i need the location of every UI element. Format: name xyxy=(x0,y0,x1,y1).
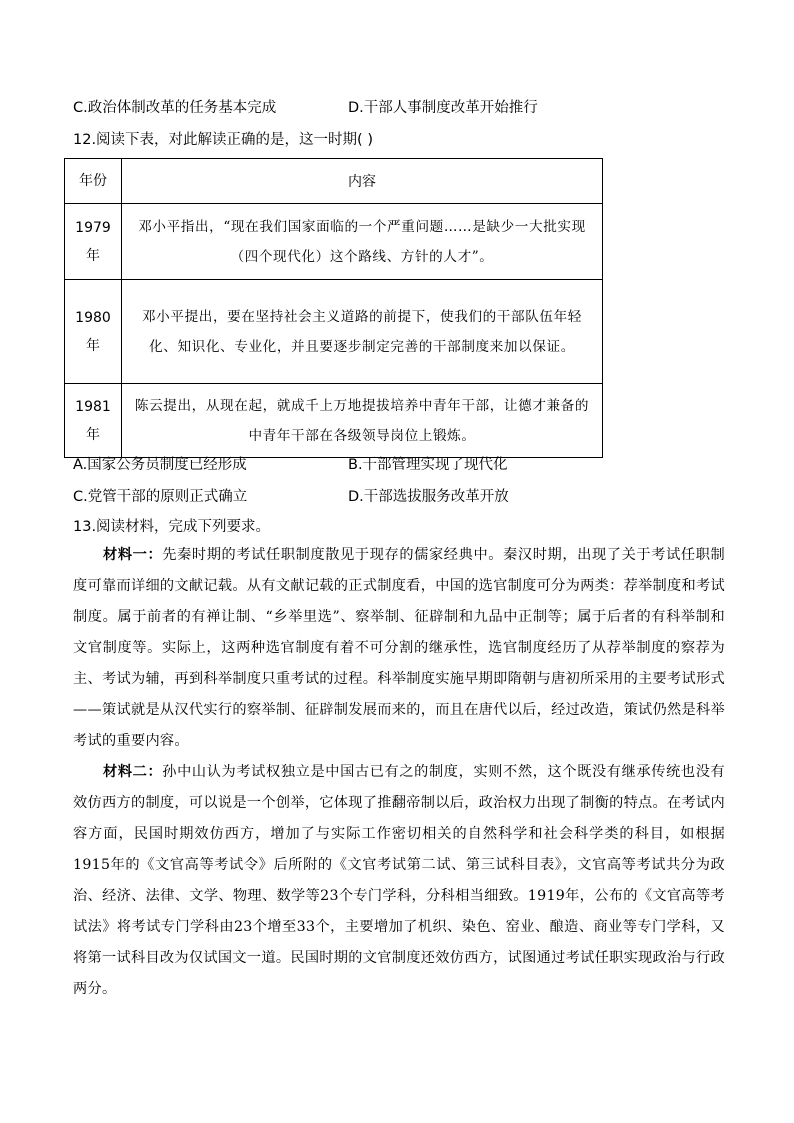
year-number: 1979 xyxy=(75,219,111,236)
year-number: 1980 xyxy=(75,309,111,326)
q13-stem: 13.阅读材料，完成下列要求。 xyxy=(73,519,271,535)
q12-option-d: D.干部选拔服务改革开放 xyxy=(348,489,509,505)
material-1 xyxy=(73,540,725,757)
header-content: 内容 xyxy=(122,159,603,204)
table-row xyxy=(65,204,603,280)
material-1-label: 材料一： xyxy=(103,547,163,563)
material-2 xyxy=(73,757,725,1005)
table-row xyxy=(65,280,603,384)
q12-stem: 12.阅读下表，对此解读正确的是，这一时期( ) xyxy=(73,132,373,148)
header-year: 年份 xyxy=(65,159,122,204)
year-unit: 年 xyxy=(86,426,100,443)
year-unit: 年 xyxy=(86,247,100,264)
table-header-row xyxy=(65,159,603,204)
row-content: 邓小平提出，要在坚持社会主义道路的前提下，使我们的干部队伍年轻化、知识化、专业化，并且要逐步制定完善的干部制度来加以保证。 xyxy=(122,280,603,384)
row-content: 邓小平指出，“现在我们国家面临的一个严重问题……是缺少一大批实现（四个现代化）这个路线、方针的人才”。 xyxy=(122,204,603,280)
material-2-text: 孙中山认为考试权独立是中国古已有之的制度，实则不然，这个既没有继承传统也没有效仿西方的制度，可以说是一个创举，它体现了推翻帝制以后，政治权力出现了制衡的特点。在考试内容方面，民国时期效仿西方，增加了与实际工作密切相关的自然科学和社会科学类的科目，如根据1915年的《文官高等考试令》后所附的《文官考试第二试、第三试科目表》，文官高等考试共分为政治、经济、法律、文学、物理、数学等23个专门学科，分科相当细致。1919年，公布的《文官高等考试法》将考试专门学科由23个增至33个，主要增加了机织、染色、窑业、酿造、商业等专门学科，又将第一试科目改为仅试国文一道。民国时期的文官制度还效仿西方，试图通过考试任职实现政治与行政两分。 xyxy=(73,764,726,997)
row-year xyxy=(65,204,122,280)
material-2-label: 材料二： xyxy=(103,764,163,780)
row-content: 陈云提出，从现在起，就成千上万地提拔培养中青年干部，让德才兼备的中青年干部在各级领导岗位上锻炼。 xyxy=(122,384,603,458)
table-row xyxy=(65,384,603,458)
q11-option-d: D.干部人事制度改革开始推行 xyxy=(348,100,538,116)
q12-option-b: B.干部管理实现了现代化 xyxy=(348,457,508,473)
material-1-text: 先秦时期的考试任职制度散见于现存的儒家经典中。秦汉时期，出现了关于考试任职制度可靠而详细的文献记载。从有文献记载的正式制度看，中国的选官制度可分为两类：荐举制度和考试制度。属于前者的有禅让制、“乡举里选”、察举制、征辟制和九品中正制等；属于后者的有科举制和文官制度等。实际上，这两种选官制度有着不可分割的继承性，选官制度经历了从荐举制度的察荐为主、考试为辅，再到科举制度只重考试的过程。科举制度实施早期即隋朝与唐初所采用的主要考试形式——策试就是从汉代实行的察举制、征辟制发展而来的，而且在唐代以后，经过改造，策试仍然是科举考试的重要内容。 xyxy=(73,547,726,749)
year-unit: 年 xyxy=(86,337,100,354)
row-year xyxy=(65,384,122,458)
q11-option-c: C.政治体制改革的任务基本完成 xyxy=(73,100,277,116)
row-year xyxy=(65,280,122,384)
year-number: 1981 xyxy=(75,398,111,415)
q12-option-a: A.国家公务员制度已经形成 xyxy=(73,457,247,473)
q12-option-c: C.党管干部的原则正式确立 xyxy=(73,489,248,505)
q12-table xyxy=(64,158,603,458)
